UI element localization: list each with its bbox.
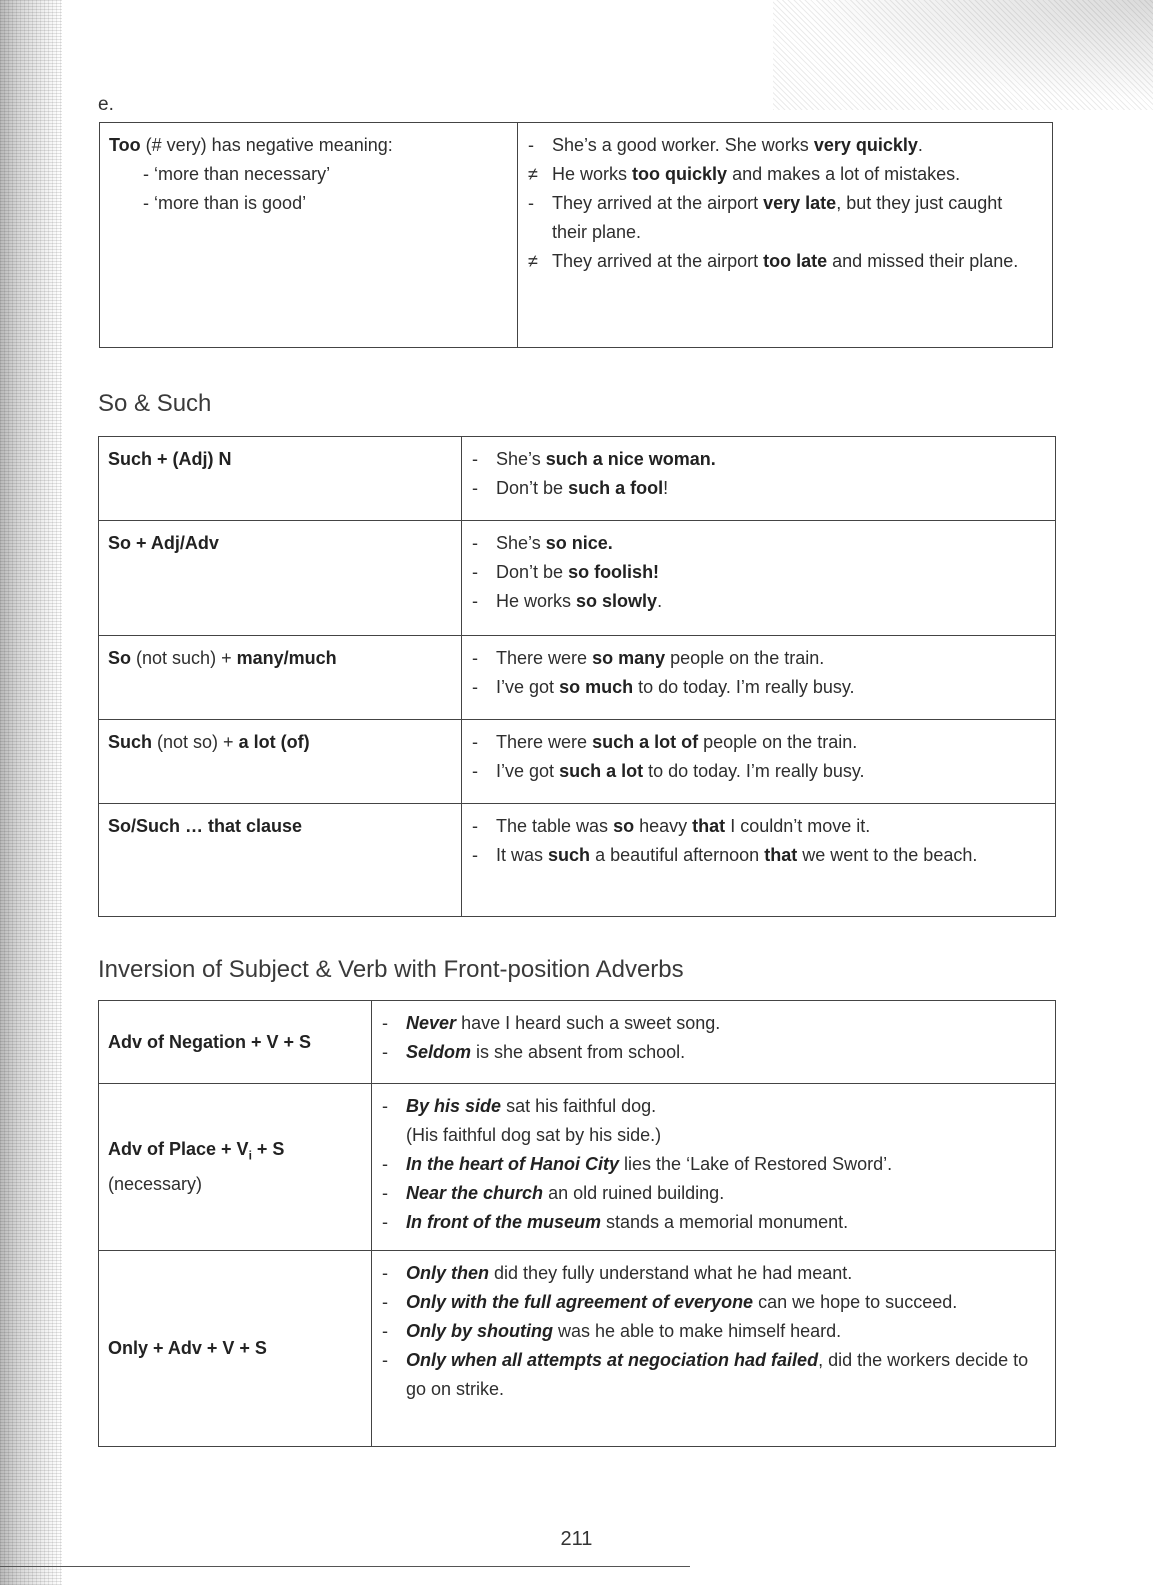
example-text: She’s a good worker. She works xyxy=(552,135,809,155)
table-row xyxy=(99,437,1056,521)
example-cell xyxy=(462,720,1056,804)
example-emphasis: so slowly xyxy=(576,591,658,611)
example-emphasis: Only with the full agreement of everyone xyxy=(406,1292,754,1312)
example-cell xyxy=(462,636,1056,720)
example-text: . xyxy=(657,591,663,611)
table-row xyxy=(99,636,1056,720)
so-such-heading: So & Such xyxy=(98,390,212,417)
rule-cell xyxy=(99,521,462,636)
example-emphasis: so nice. xyxy=(545,533,613,553)
example-emphasis: By his side xyxy=(406,1096,502,1116)
example-emphasis: too late xyxy=(763,251,828,271)
example-text: There were xyxy=(496,648,588,668)
rule-cell xyxy=(100,123,518,348)
example-text: There were xyxy=(496,732,588,752)
list-item: - It was such a beautiful afternoon that we went to the beach. xyxy=(472,845,978,865)
example-text: and missed their plane. xyxy=(832,251,1019,271)
example-text: was he able to make himself heard. xyxy=(558,1321,842,1341)
list-item: - In the heart of Hanoi City lies the ‘Lake of Restored Sword’. xyxy=(382,1154,893,1174)
example-emphasis: In front of the museum xyxy=(406,1212,601,1232)
example-text: I’ve got xyxy=(496,761,555,781)
example-emphasis: Near the church xyxy=(406,1183,544,1203)
list-item: - There were so many people on the train. xyxy=(472,648,825,668)
example-text: stands a memorial monument. xyxy=(606,1212,849,1232)
example-text: Don’t be xyxy=(496,478,564,498)
rule-text: Such + (Adj) N xyxy=(108,449,232,469)
not-equal-marker: ≠ xyxy=(528,164,538,184)
example-emphasis: Seldom xyxy=(406,1042,472,1062)
rule-text: (not so) + xyxy=(157,732,234,752)
example-text: , but they just caught their plane. xyxy=(552,193,1003,242)
rule-keyword: many/much xyxy=(236,648,337,668)
table-row xyxy=(99,1251,1056,1447)
list-item: - Only when all attempts at negociation had failed, did the workers decide to go on strike. xyxy=(382,1350,1029,1399)
table-row xyxy=(99,521,1056,636)
rule-note: (necessary) xyxy=(108,1174,203,1195)
table-row xyxy=(99,1001,1056,1084)
table-row xyxy=(100,123,1053,348)
list-item xyxy=(528,131,1042,160)
example-text: . xyxy=(917,135,923,155)
rule-cell xyxy=(99,1084,372,1251)
example-text: I couldn’t move it. xyxy=(730,816,871,836)
example-emphasis: Only when all attempts at negociation had failed xyxy=(406,1350,819,1370)
example-text: people on the train. xyxy=(670,648,825,668)
example-emphasis: that xyxy=(692,816,726,836)
rule-text: So/Such … that clause xyxy=(108,816,303,836)
example-text: Don’t be xyxy=(496,562,564,582)
example-text: to do today. I’m really busy. xyxy=(638,677,855,697)
list-item xyxy=(528,160,1042,189)
rule-text: Adv of Negation + V + S xyxy=(108,1031,312,1052)
scan-corner-shading xyxy=(773,0,1153,110)
table-row xyxy=(99,720,1056,804)
example-text: can we hope to succeed. xyxy=(758,1292,958,1312)
list-item: - Near the church an old ruined building. xyxy=(382,1183,725,1203)
list-item: - I’ve got such a lot to do today. I’m really busy. xyxy=(472,761,865,781)
inversion-table xyxy=(98,1000,1056,1447)
list-item: - In front of the museum stands a memorial monument. xyxy=(382,1212,849,1232)
rule-text: Only + Adv + V + S xyxy=(108,1338,267,1358)
inversion-heading: Inversion of Subject & Verb with Front-position Adverbs xyxy=(98,956,684,983)
scan-edge-shading xyxy=(0,0,62,1585)
example-emphasis: Only then xyxy=(406,1263,490,1283)
rule-keyword: So xyxy=(108,648,132,668)
example-emphasis: such xyxy=(548,845,591,865)
table-row xyxy=(99,1084,1056,1251)
example-emphasis: such a lot of xyxy=(592,732,699,752)
not-equal-marker: ≠ xyxy=(528,251,538,271)
list-item: - She’s so nice. xyxy=(472,533,613,553)
example-text: heavy xyxy=(639,816,688,836)
example-emphasis: too quickly xyxy=(632,164,728,184)
list-item: - Seldom is she absent from school. xyxy=(382,1042,686,1062)
example-note: (His faithful dog sat by his side.) xyxy=(406,1125,662,1145)
example-text: have I heard such a sweet song. xyxy=(461,1013,721,1033)
example-text: lies the ‘Lake of Restored Sword’. xyxy=(624,1154,893,1174)
example-emphasis: Never xyxy=(406,1013,457,1033)
example-text: sat his faithful dog. xyxy=(506,1096,657,1116)
list-item: - Don’t be such a fool! xyxy=(472,478,669,498)
list-item: - Never have I heard such a sweet song. xyxy=(382,1013,721,1033)
dash-marker: - xyxy=(528,135,534,155)
example-emphasis: so much xyxy=(559,677,634,697)
example-cell xyxy=(372,1251,1056,1447)
example-text: to do today. I’m really busy. xyxy=(648,761,865,781)
example-text: She’s xyxy=(496,449,541,469)
example-cell xyxy=(462,437,1056,521)
bottom-rule xyxy=(0,1566,690,1567)
section-letter: e. xyxy=(98,94,114,115)
rule-keyword: a lot (of) xyxy=(238,732,310,752)
list-item: - He works so slowly. xyxy=(472,591,663,611)
list-item: - I’ve got so much to do today. I’m really busy. xyxy=(472,677,855,697)
rule-cell xyxy=(99,1001,372,1084)
example-cell xyxy=(518,123,1053,348)
example-text: a beautiful afternoon xyxy=(595,845,760,865)
example-emphasis: such a lot xyxy=(559,761,644,781)
example-text: He works xyxy=(552,164,628,184)
example-text: did they fully understand what he had meant. xyxy=(494,1263,853,1283)
example-cell xyxy=(462,521,1056,636)
example-cell xyxy=(372,1001,1056,1084)
too-rule-line xyxy=(109,131,507,160)
example-text: He works xyxy=(496,591,572,611)
list-item: - She’s such a nice woman. xyxy=(472,449,716,469)
example-text: we went to the beach. xyxy=(802,845,978,865)
example-emphasis: that xyxy=(764,845,798,865)
dash-marker: - xyxy=(528,193,534,213)
rule-text: So + Adj/Adv xyxy=(108,533,219,553)
example-text: It was xyxy=(496,845,544,865)
example-emphasis: so xyxy=(613,816,635,836)
example-emphasis: so many xyxy=(592,648,666,668)
too-keyword: Too xyxy=(109,135,141,155)
example-text: ! xyxy=(663,478,669,498)
example-text: an old ruined building. xyxy=(548,1183,725,1203)
list-item: - There were such a lot of people on the train. xyxy=(472,732,858,752)
rule-text: Adv of Place + $V_i + S$ xyxy=(108,1138,285,1163)
example-emphasis: very quickly xyxy=(813,135,918,155)
page-number: 211 xyxy=(560,1528,593,1550)
example-text: is she absent from school. xyxy=(476,1042,686,1062)
example-text: They arrived at the airport xyxy=(552,251,759,271)
example-text: , did the workers decide to go on strike. xyxy=(406,1350,1029,1399)
example-emphasis: so foolish! xyxy=(568,562,660,582)
rule-keyword: Such xyxy=(108,732,153,752)
example-emphasis: very late xyxy=(763,193,837,213)
list-item: - By his side sat his faithful dog. xyxy=(382,1096,657,1116)
list-item: - The table was so heavy that I couldn’t move it. xyxy=(472,816,871,836)
list-item xyxy=(528,247,1042,276)
example-text: and makes a lot of mistakes. xyxy=(732,164,961,184)
so-such-table xyxy=(98,436,1056,917)
rule-cell xyxy=(99,804,462,917)
example-cell xyxy=(372,1084,1056,1251)
rule-cell xyxy=(99,720,462,804)
list-item: - Only by shouting was he able to make himself heard. xyxy=(382,1321,842,1341)
rule-cell xyxy=(99,437,462,521)
too-meaning-1: - ‘more than necessary’ xyxy=(143,164,331,184)
example-text: They arrived at the airport xyxy=(552,193,759,213)
example-cell xyxy=(462,804,1056,917)
example-emphasis: such a fool xyxy=(568,478,664,498)
list-item: - Don’t be so foolish! xyxy=(472,562,660,582)
list-item xyxy=(528,189,1042,247)
too-meaning-2: - ‘more than is good’ xyxy=(143,193,307,213)
table-row xyxy=(99,804,1056,917)
example-emphasis: such a nice woman. xyxy=(545,449,716,469)
example-text: The table was xyxy=(496,816,609,836)
example-text: I’ve got xyxy=(496,677,555,697)
example-text: people on the train. xyxy=(703,732,858,752)
list-item: - Only with the full agreement of everyone can we hope to succeed. xyxy=(382,1292,958,1312)
rule-text: (not such) + xyxy=(136,648,232,668)
example-emphasis: In the heart of Hanoi City xyxy=(406,1154,620,1174)
example-text: She’s xyxy=(496,533,541,553)
too-rule-text: (# very) has negative meaning: xyxy=(145,135,393,155)
list-item: - Only then did they fully understand what he had meant. xyxy=(382,1263,853,1283)
too-table xyxy=(99,122,1053,348)
example-emphasis: Only by shouting xyxy=(406,1321,553,1341)
rule-cell xyxy=(99,1251,372,1447)
rule-cell xyxy=(99,636,462,720)
